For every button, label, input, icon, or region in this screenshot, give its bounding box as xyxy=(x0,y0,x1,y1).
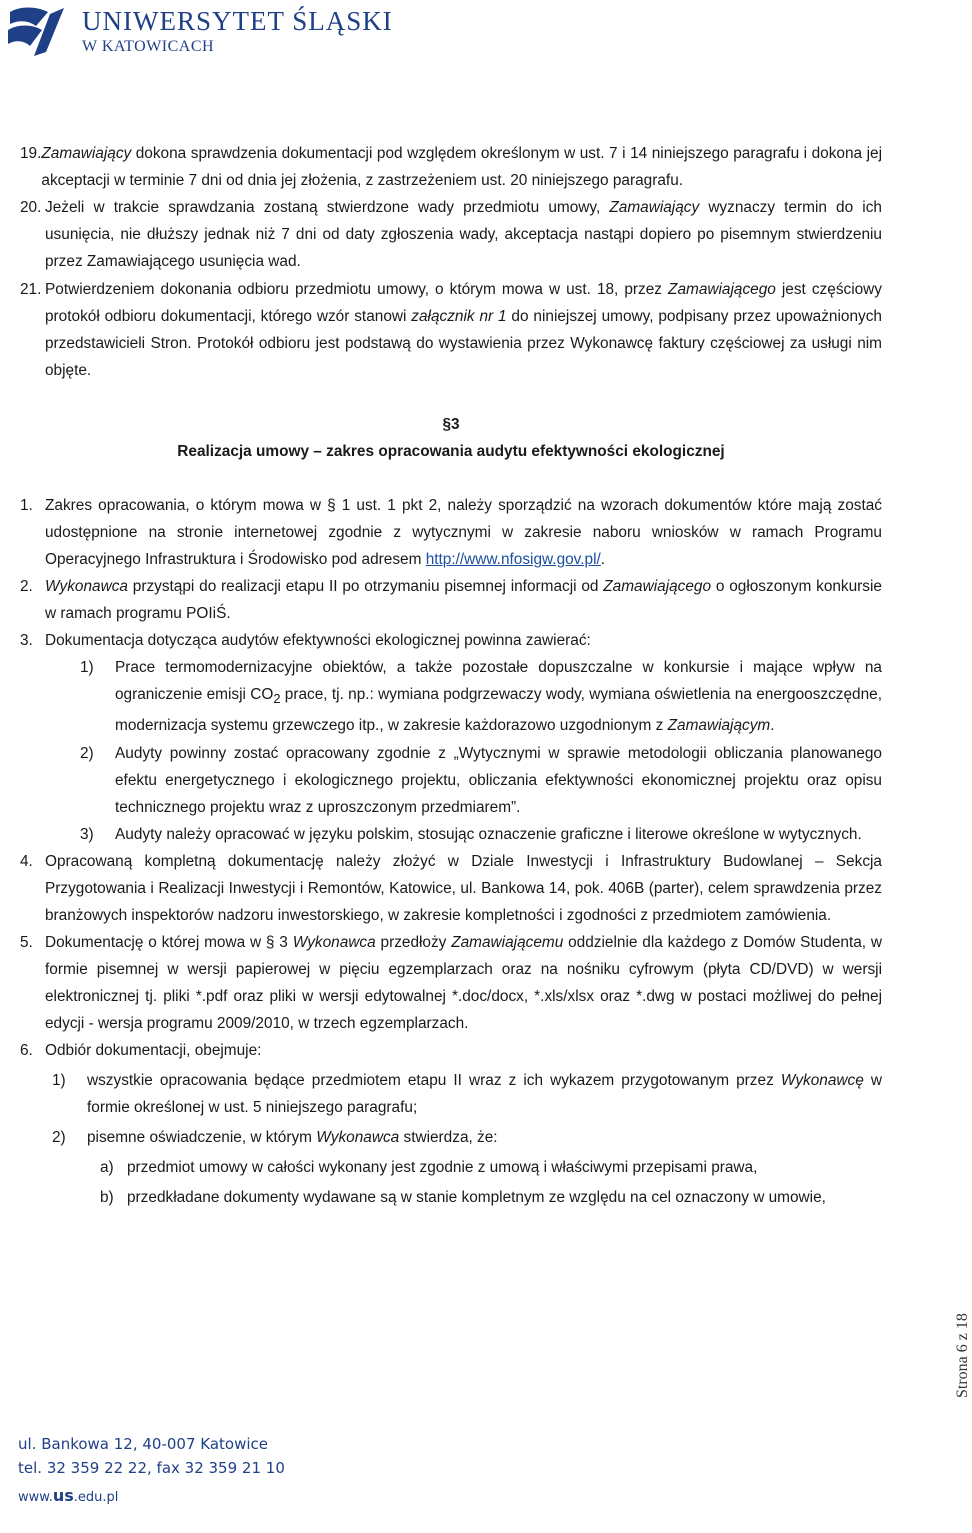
page-number-label: Strona 6 z 18 xyxy=(954,1313,971,1398)
item-6-2 xyxy=(20,1124,882,1151)
item-number: 2) xyxy=(52,1129,66,1147)
document-body xyxy=(20,140,882,1211)
item-text: prace, tj. np.: wymiana podgrzewaczy wody, wymiana oświetlenia na energooszczędne, modernizacja systemu grzewczego itp., w zakresie każdorazowo uzgodnionym z xyxy=(115,686,882,735)
page-footer xyxy=(18,1432,285,1510)
term-zamawiajacemu: Zamawiającemu xyxy=(451,934,564,952)
item-text: jest częściowy protokół odbioru dokumentacji, którego wzór stanowi xyxy=(45,281,882,325)
term-wykonawce: Wykonawcę xyxy=(780,1072,864,1090)
item-text: Audyty powinny zostać opracowany zgodnie z „Wytycznymi w sprawie metodologii obliczania planowanego efektu energetycznego i ekologicznego projektu, obliczania efektywności ekonomicznej projektu oraz opisu technicznego projektu wraz z uproszczonym przedmiarem”. xyxy=(115,745,882,817)
item-5 xyxy=(20,929,882,1037)
item-6-2-a xyxy=(20,1154,882,1181)
term-zamawiajacego: Zamawiającego xyxy=(603,578,712,595)
item-number: 20. xyxy=(20,199,42,216)
item-number: 2. xyxy=(20,578,33,595)
item-6-1 xyxy=(20,1067,882,1121)
paragraph-21 xyxy=(20,276,882,384)
footer-phone: tel. 32 359 22 22, fax 32 359 21 10 xyxy=(18,1459,285,1477)
page-number-vertical xyxy=(932,1268,971,1398)
item-4 xyxy=(20,848,882,929)
item-number: 3) xyxy=(80,826,94,844)
item-text: dokona sprawdzenia dokumentacji pod względem określonym w ust. 7 i 14 niniejszego paragrafu i dokona jej akceptacji w terminie 7 dni od dnia jej złożenia, z zastrzeżeniem ust. 20 niniejszego paragrafu. xyxy=(41,145,882,189)
item-number: 5. xyxy=(20,934,33,952)
item-text: Dokumentacja dotycząca audytów efektywności ekologicznej powinna zawierać: xyxy=(45,632,591,649)
us-logo-icon xyxy=(6,4,66,58)
term-zamawiajacym: Zamawiającym xyxy=(667,717,771,735)
term-zalacznik: załącznik nr 1 xyxy=(411,308,507,325)
term-zamawiajacy: Zamawiający xyxy=(609,199,700,216)
term-zamawiajacego: Zamawiającego xyxy=(668,281,776,298)
item-text: . xyxy=(600,551,606,568)
footer-address: ul. Bankowa 12, 40-007 Katowice xyxy=(18,1435,269,1453)
item-text: Odbiór dokumentacji, obejmuje: xyxy=(45,1042,262,1060)
web-prefix: www. xyxy=(18,1490,53,1505)
item-number: 1) xyxy=(80,659,94,676)
paragraph-20 xyxy=(20,194,882,275)
item-2 xyxy=(20,573,882,627)
page-header xyxy=(0,0,960,70)
item-number: 21. xyxy=(20,281,42,298)
item-text: Opracowaną kompletną dokumentację należy złożyć w Dziale Inwestycji i Infrastruktury Budowlanej – Sekcja Przygotowania i Realizacji Inwestycji i Remontów, Katowice, ul. Bankowa 14, pok. 406B (parter), celem sprawdzenia przez branżowych inspektorów nadzoru inwestorskiego, w zakresie kompletności i zgodności z przedmiotem zamówienia. xyxy=(45,853,882,925)
item-text: . xyxy=(770,717,775,735)
item-text: stwierdza, że: xyxy=(399,1129,498,1147)
university-city: W KATOWICACH xyxy=(82,38,215,55)
item-3 xyxy=(20,627,882,654)
term-wykonawca: Wykonawca xyxy=(45,578,128,595)
section-number: §3 xyxy=(442,416,460,433)
item-text: Jeżeli w trakcie sprawdzania zostaną stwierdzone wady przedmiotu umowy, xyxy=(45,199,610,216)
item-3-1 xyxy=(20,654,882,739)
paragraph-19 xyxy=(20,140,882,194)
footer-website[interactable] xyxy=(18,1484,285,1510)
item-6 xyxy=(20,1037,882,1064)
item-number: 1. xyxy=(20,497,33,514)
item-3-3 xyxy=(20,821,882,848)
item-3-2 xyxy=(20,740,882,821)
university-name: UNIWERSYTET ŚLĄSKI xyxy=(82,6,393,36)
item-number: 6. xyxy=(20,1042,33,1060)
item-text: Zakres opracowania, o którym mowa w § 1 ust. 1 pkt 2, należy sporządzić na wzorach dokumentów które mają zostać udostępnione na stronie internetowej zgodnie z wytycznymi w zakresie naboru wniosków w ramach Programu Operacyjnego Infrastruktura i Środowisko pod adresem xyxy=(45,497,882,568)
item-number: 3. xyxy=(20,632,33,649)
term-zamawiajacy: Zamawiający xyxy=(41,145,132,162)
section-title: Realizacja umowy – zakres opracowania audytu efektywności ekologicznej xyxy=(177,443,725,460)
term-wykonawca: Wykonawca xyxy=(316,1129,400,1147)
item-text: wyznaczy termin do ich usunięcia, nie dłuższy jednak niż 7 dni od daty zgłoszenia wady, akceptacja nastąpi dopiero po pisemnym stwierdzeniu przez Zamawiającego usunięcia wad. xyxy=(45,199,882,270)
item-number: 2) xyxy=(80,745,94,763)
item-text: Audyty należy opracować w języku polskim, stosując oznaczenie graficzne i literowe określone w wytycznych. xyxy=(115,826,862,844)
item-text: Prace termomodernizacyjne obiektów, a także pozostałe dopuszczalne w konkursie i mające wpływ na ograniczenie emisji CO xyxy=(115,659,882,703)
item-text: oddzielnie dla każdego z Domów Studenta, w formie pisemnej w wersji papierowej w pięciu egzemplarzach oraz na nośniku cyfrowym (płyta CD/DVD) w wersji elektronicznej tj. pliki *.pdf oraz pliki w wersji edytowalnej *.doc/docx, *.xls/xlsx oraz *.dwg w postaci możliwej do pełnej edycji - wersja programu 2009/2010, w trzech egzemplarzach. xyxy=(45,934,883,1033)
item-text: przedkładane dokumenty wydawane są w stanie kompletnym ze względu na cel oznaczony w umowie, xyxy=(127,1189,826,1207)
item-number: a) xyxy=(100,1159,114,1177)
item-text: przedmiot umowy w całości wykonany jest zgodnie z umową i właściwymi przepisami prawa, xyxy=(127,1159,758,1177)
item-number: 19. xyxy=(20,145,42,162)
item-text: przedłoży xyxy=(375,934,452,952)
section-heading xyxy=(20,411,882,465)
nfosigw-link[interactable]: http://www.nfosigw.gov.pl/ xyxy=(425,551,601,568)
item-text: o ogłoszonym konkursie w ramach programu POIiŚ. xyxy=(45,578,882,622)
web-suffix: .edu.pl xyxy=(73,1490,119,1505)
web-domain: us xyxy=(52,1486,74,1505)
item-text: wszystkie opracowania będące przedmiotem etapu II wraz z ich wykazem przygotowanym przez xyxy=(87,1072,781,1090)
item-number: b) xyxy=(100,1189,114,1207)
item-number: 1) xyxy=(52,1072,66,1090)
item-text: do niniejszej umowy, podpisany przez upoważnionych przedstawicieli Stron. Protokół odbioru jest podstawą do wystawienia przez Wykonawcę faktury częściowej za usługi nim objęte. xyxy=(45,308,882,379)
item-text: Dokumentację o której mowa w § 3 xyxy=(45,934,293,952)
item-text: pisemne oświadczenie, w którym xyxy=(87,1129,317,1147)
item-number: 4. xyxy=(20,853,33,871)
item-text: Potwierdzeniem dokonania odbioru przedmiotu umowy, o którym mowa w ust. 18, przez xyxy=(45,281,669,298)
term-wykonawca: Wykonawca xyxy=(292,934,376,952)
item-text: przystąpi do realizacji etapu II po otrzymaniu pisemnej informacji od xyxy=(127,578,604,595)
item-text: w formie określonej w ust. 5 niniejszego paragrafu; xyxy=(87,1072,882,1117)
co2-subscript: 2 xyxy=(273,691,281,707)
item-1 xyxy=(20,492,882,573)
item-6-2-b xyxy=(20,1184,882,1211)
